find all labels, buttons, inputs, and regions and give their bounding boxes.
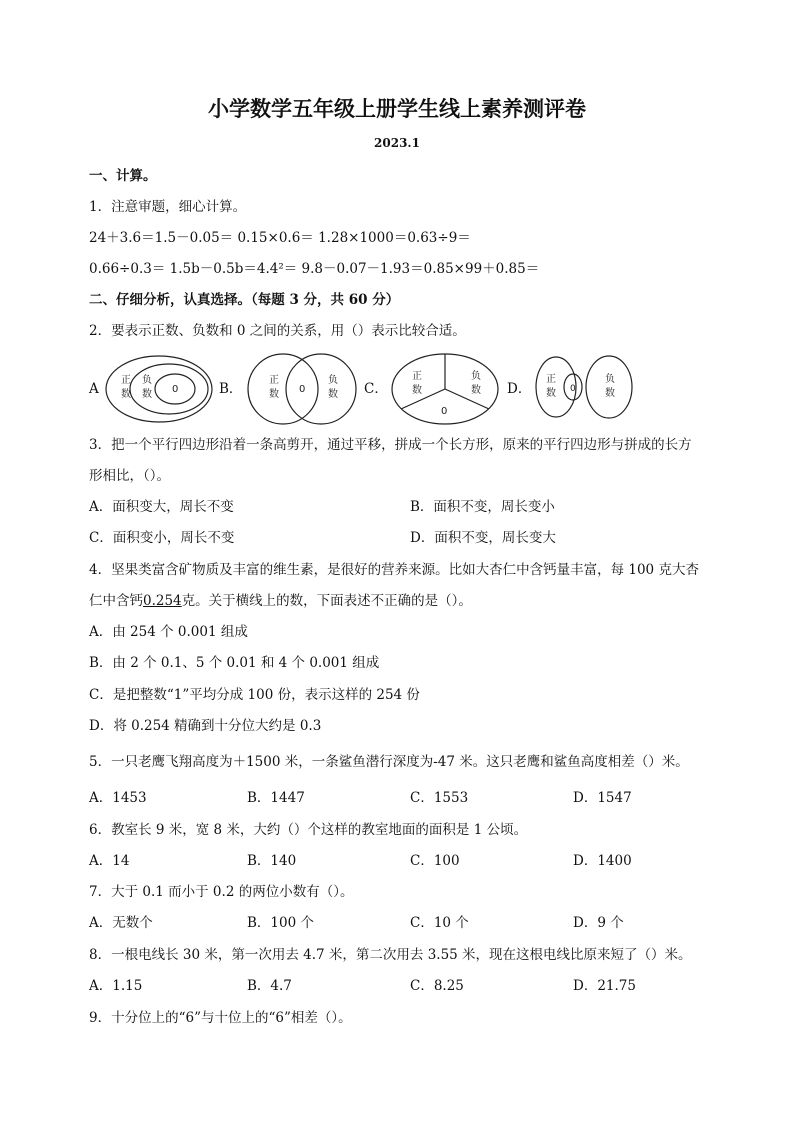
venn-diagram-a bbox=[103, 354, 215, 424]
q1-text: 1．注意审题，细心计算。 bbox=[89, 199, 247, 215]
label-zheng: 正 bbox=[546, 374, 556, 385]
q2-text: 2．要表示正数、负数和 0 之间的关系，用（）表示比较合适。 bbox=[89, 323, 466, 339]
venn-diagram-b bbox=[245, 352, 359, 426]
label-fu: 负 bbox=[471, 371, 481, 382]
diagram-d bbox=[534, 354, 634, 420]
label-shu: 数 bbox=[546, 388, 556, 399]
q3-line-2: 形相比，（）。 bbox=[89, 468, 170, 484]
q3-line-1: 3．把一个平行四边形沿着一条高剪开，通过平移，拼成一个长方形，原来的平行四边形与拼成的长方 bbox=[89, 437, 692, 453]
section-2-heading: 二、仔细分析，认真选择。（每题 3 分，共 60 分） bbox=[89, 292, 400, 308]
label-zero: 0 bbox=[172, 384, 179, 395]
label-zero: 0 bbox=[570, 384, 576, 394]
exam-date: 2023.1 bbox=[374, 136, 420, 150]
label-zheng: 正 bbox=[269, 375, 279, 386]
q4-line-2 bbox=[89, 592, 472, 610]
label-shu: 数 bbox=[471, 385, 481, 396]
q6-option-c: C．100 bbox=[410, 853, 460, 869]
q8-option-c: C．8.25 bbox=[410, 978, 464, 994]
q3-option-b: B．面积不变，周长变小 bbox=[410, 499, 555, 515]
q4-option-b: B．由 2 个 0.1、5 个 0.01 和 4 个 0.001 组成 bbox=[89, 655, 380, 671]
label-zero: 0 bbox=[441, 406, 448, 417]
label-fu: 负 bbox=[605, 374, 615, 385]
q8-text: 8．一根电线长 30 米，第一次用去 4.7 米，第二次用去 3.55 米，现在这根电线比原来短了（）米。 bbox=[89, 947, 692, 963]
page-title: 小学数学五年级上册学生线上素养测评卷 bbox=[208, 96, 586, 121]
q2-option-d-label: D． bbox=[507, 381, 532, 397]
q2-option-c-label: C． bbox=[364, 381, 388, 397]
q7-option-a: A．无数个 bbox=[89, 915, 153, 931]
q4-option-a: A．由 254 个 0.001 组成 bbox=[89, 624, 248, 640]
q3-option-d: D．面积不变，周长变大 bbox=[410, 530, 556, 546]
q1-row-1: 24＋3.6＝1.5－0.05＝ 0.15×0.6＝ 1.28×1000＝0.63÷9＝ bbox=[89, 230, 471, 246]
q7-option-d: D．9 个 bbox=[573, 915, 624, 931]
label-zheng: 正 bbox=[412, 371, 422, 382]
label-shu: 数 bbox=[328, 389, 338, 400]
pie-diagram-c bbox=[389, 352, 501, 426]
label-shu: 数 bbox=[142, 389, 152, 400]
label-fu: 负 bbox=[328, 375, 338, 386]
q4-line-2-post: 克。关于横线上的数，下面表述不正确的是（）。 bbox=[181, 593, 472, 609]
q7-text: 7．大于 0.1 而小于 0.2 的两位小数有（）。 bbox=[89, 884, 354, 900]
label-fu: 负 bbox=[142, 375, 152, 386]
label-shu: 数 bbox=[605, 388, 615, 399]
label-shu: 数 bbox=[412, 385, 422, 396]
q4-option-c: C．是把整数“1”平均分成 100 份，表示这样的 254 份 bbox=[89, 687, 420, 703]
q2-option-a-label: A bbox=[89, 381, 99, 397]
q7-option-c: C．10 个 bbox=[410, 915, 469, 931]
q7-option-b: B．100 个 bbox=[247, 915, 314, 931]
label-shu: 数 bbox=[121, 389, 131, 400]
section-1-heading: 一、计算。 bbox=[89, 168, 157, 184]
q8-option-b: B．4.7 bbox=[247, 978, 292, 994]
q5-option-d: D．1547 bbox=[573, 790, 632, 806]
q3-option-a: A．面积变大，周长不变 bbox=[89, 499, 234, 515]
q1-row-2: 0.66÷0.3＝ 1.5b－0.5b＝4.4²＝ 9.8－0.07－1.93＝0.85×99＋0.85＝ bbox=[89, 261, 540, 277]
q5-option-b: B．1447 bbox=[247, 790, 305, 806]
q9-text: 9．十分位上的“6”与十位上的“6”相差（）。 bbox=[89, 1010, 352, 1026]
q6-option-b: B．140 bbox=[247, 853, 297, 869]
q4-line-2-pre: 仁中含钙 bbox=[89, 593, 143, 609]
q5-option-a: A．1453 bbox=[89, 790, 147, 806]
q4-option-d: D．将 0.254 精确到十分位大约是 0.3 bbox=[89, 718, 322, 734]
q6-text: 6．教室长 9 米，宽 8 米，大约（）个这样的教室地面的面积是 1 公顷。 bbox=[89, 822, 528, 838]
q6-option-d: D．1400 bbox=[573, 853, 632, 869]
q8-option-d: D．21.75 bbox=[573, 978, 636, 994]
q4-line-1: 4．坚果类富含矿物质及丰富的维生素，是很好的营养来源。比如大杏仁中含钙量丰富，每 100 克大杏 bbox=[89, 562, 699, 578]
q3-option-c: C．面积变小，周长不变 bbox=[89, 530, 235, 546]
q2-option-b-label: B． bbox=[219, 381, 243, 397]
label-shu: 数 bbox=[269, 389, 279, 400]
underlined-number: 0.254 bbox=[143, 593, 182, 609]
q6-option-a: A．14 bbox=[89, 853, 130, 869]
q5-option-c: C．1553 bbox=[410, 790, 469, 806]
label-zero: 0 bbox=[299, 384, 306, 395]
q8-option-a: A．1.15 bbox=[89, 978, 143, 994]
label-zheng: 正 bbox=[121, 375, 131, 386]
q5-text: 5．一只老鹰飞翔高度为＋1500 米，一条鲨鱼潜行深度为-47 米。这只老鹰和鲨鱼高度相差（）米。 bbox=[89, 754, 689, 770]
